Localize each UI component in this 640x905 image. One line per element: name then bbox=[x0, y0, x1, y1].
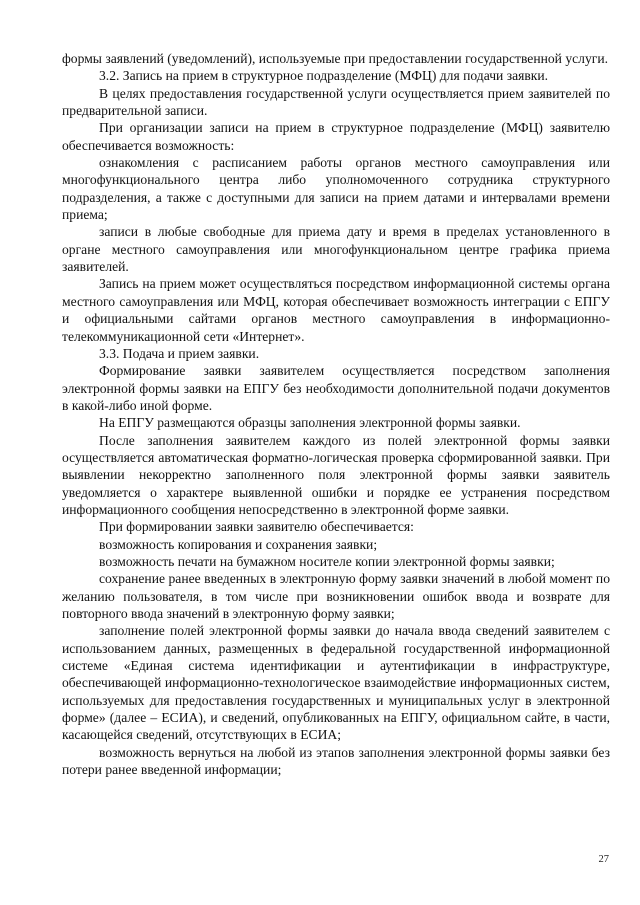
paragraph-section-3-2-heading: 3.2. Запись на прием в структурное подразделение (МФЦ) для подачи заявки. bbox=[99, 68, 549, 84]
paragraph-provided-features: При формировании заявки заявителю обеспечивается: bbox=[99, 519, 414, 535]
paragraph-section-3-3-heading: 3.3. Подача и прием заявки. bbox=[99, 345, 260, 361]
page-number: 27 bbox=[598, 854, 609, 865]
paragraph-form-samples: На ЕПГУ размещаются образцы заполнения электронной формы заявки. bbox=[99, 415, 521, 431]
paragraph-appointment-possibilities: При организации записи на прием в структурное подразделение (МФЦ) заявителю обеспечивается возможность: bbox=[62, 120, 610, 153]
paragraph-schedule-review: ознакомления с расписанием работы органов местного самоуправления или многофункционального центра либо уполномоченного сотрудника структурного подразделения, а также с доступными для записи на прием датами и интервалами времени приема; bbox=[62, 155, 610, 223]
paragraph-booking-system: Запись на прием может осуществляться посредством информационной системы органа местного самоуправления или МФЦ, которая обеспечивает возможность интеграции с ЕПГУ и официальными сайтами органов местного самоуправления в информационно-телекоммуникационной сети «Интернет». bbox=[62, 276, 610, 344]
paragraph-forms-continuation: формы заявлений (уведомлений), используемые при предоставлении государственной услуги. bbox=[62, 51, 609, 66]
paragraph-format-check: После заполнения заявителем каждого из полей электронной формы заявки осуществляется автоматическая форматно-логическая проверка сформированной заявки. При выявлении некорректно заполненного поля электронной формы заявки заявитель уведомляется о характере выявленной ошибки и порядке ее устранения посредством информационного сообщения непосредственно в электронной форме заявки. bbox=[62, 432, 610, 517]
paragraph-print-copy: возможность печати на бумажном носителе копии электронной формы заявки; bbox=[99, 553, 555, 569]
paragraph-application-forming: Формирование заявки заявителем осуществляется посредством заполнения электронной формы заявки на ЕПГУ без необходимости дополнительной подачи документов в какой-либо иной форме. bbox=[62, 363, 610, 413]
paragraph-return-to-step: возможность вернуться на любой из этапов заполнения электронной формы заявки без потери ранее введенной информации; bbox=[62, 744, 610, 778]
paragraph-esia-prefill: заполнение полей электронной формы заявки до начала ввода сведений заявителем с использованием данных, размещенных в федеральной государственной информационной системе «Единая система идентификации и аутентификации в инфраструктуре, обеспечивающей информационно-технологическое взаимодействие информационных систем, используемых для предоставления государственных и муниципальных услуг в электронной форме» (далее – ЕСИА), и сведений, опубликованных на ЕПГУ, официальном сайте, в части, касающейся сведений, отсутствующих в ЕСИА; bbox=[62, 623, 610, 743]
paragraph-appointment-purpose: В целях предоставления государственной услуги осуществляется прием заявителей по предварительной записи. bbox=[62, 85, 610, 119]
paragraph-copy-save: возможность копирования и сохранения заявки; bbox=[99, 536, 378, 552]
paragraph-value-preservation: сохранение ранее введенных в электронную форму заявки значений в любой момент по желанию пользователя, в том числе при возникновении ошибок ввода и возврате для повторного ввода значений в электронную форму заявки; bbox=[62, 571, 610, 621]
document-page bbox=[62, 50, 610, 778]
paragraph-free-slot-booking: записи в любые свободные для приема дату и время в пределах установленного в органе местного самоуправления или многофункциональном центре графика приема заявителей. bbox=[62, 224, 610, 275]
